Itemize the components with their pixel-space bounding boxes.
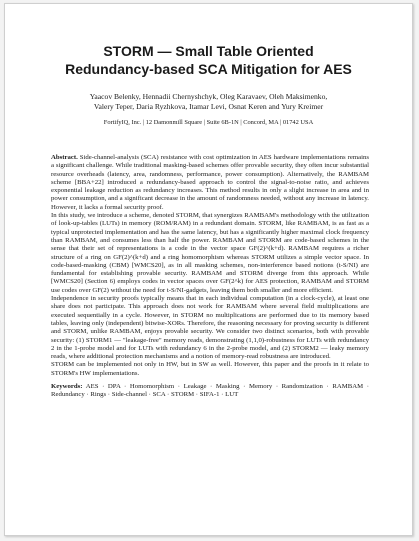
keywords-text: AES · DPA · Homomorphism · Leakage · Masking · Memory · Randomization · RAMBAM · Redundancy · Rings · Side-channel · SCA · STORM · SIFA-1 · LUT	[51, 383, 369, 399]
title-line-2: Redundancy-based SCA Mitigation for AES	[65, 61, 352, 77]
abstract-paragraph-3: Independence in security proofs typically means that in each individual computation (in a clock-cycle), at least one share does not participate. This approach does not work for RAMBAM where several field multiplications are executed sequentially in a cycle. However, in STORM no multiplications are performed due to its memory based tables, leaving only (independent) bitwise-XORs. Therefore, the reasoning necessary for proving security is different and STORM, unlike RAMBAM, enjoys provable security. We consider two distinct scenarios, both with provable security: (1) STORM1 — "leakage-free" memory reads, demonstrating (1,1,0)-robustness for LUTs with redundancy 2 in the 1-probe model and for LUTs with redundancy 6 in the 2-probe model, and (2) STORM2 — leaky memory reads, where additional protection mechanisms and a notion of memory-read robustness are introduced.	[51, 295, 369, 361]
keywords	[51, 383, 369, 400]
abstract-block	[51, 154, 369, 400]
abstract-label: Abstract.	[51, 154, 78, 161]
paper-title	[25, 42, 392, 78]
abstract-paragraph-1	[51, 154, 369, 212]
abstract-paragraph-4: STORM can be implemented not only in HW, but in SW as well. However, this paper and the proofs in it relate to STORM's HW implementations.	[51, 361, 369, 377]
authors-line-2: Valery Teper, Daria Ryzhkova, Itamar Levi, Osnat Keren and Yury Kreimer	[93, 102, 324, 111]
affiliation: FortifyIQ, Inc. | 12 Damonmill Square | Suite 6B-1N | Concord, MA | 01742 USA	[103, 119, 314, 126]
paper-page	[4, 3, 413, 536]
author-list	[63, 92, 354, 112]
abstract-paragraph-2: In this study, we introduce a scheme, denoted STORM, that synergizes RAMBAM's methodology with the utilization of look-up-tables (LUTs) in memory (ROM/RAM) in a redundant domain. STORM, like RAMBAM, is as fast as a typical unprotected implementation and has the same latency, but has a significantly higher maximal clock frequency than RAMBAM, and consumes less than half the power. RAMBAM and STORM are code-based schemes in the sense that their set of representations is a code in the vector space GF(2)^(k+d). RAMBAM requires a richer structure of a ring on GF(2)^(k+d) and a ring homomorphism whereas STORM utilizes a simple vector space. In code-based-masking (CBM) [WMCS20], as in all masking schemes, non-interference based notions (t-S/NI) are fundamental for establishing provable security. RAMBAM and STORM diverge from this approach. While [WMCS20] (Section 6) employs codes in vector spaces over GF(2^k) for AES protection, RAMBAM and STORM use codes over GF(2) without the need for t-S/NI-gadgets, leaving them both smaller and more efficient.	[51, 212, 369, 294]
abstract-text-1: Side-channel-analysis (SCA) resistance with cost optimization in AES hardware implementations remains a significant challenge. While traditional masking-based schemes offer provable security, they often incur substantial resource overheads (latency, area, randomness, performance, power consumption). Alternatively, the RAMBAM scheme [BBA+22] introduced a redundancy-based approach to control the signal-to-noise ratio, and achieves exponential leakage reduction as redundancy increases. This method results in only a slight increase in area and in power consumption, and a significant decrease in the amount of randomness needed, without any increase in latency. However, it lacks a formal security proof.	[51, 154, 369, 211]
title-line-1: STORM — Small Table Oriented	[103, 43, 314, 59]
authors-line-1: Yaacov Belenky, Hennadii Chernyshchyk, Oleg Karavaev, Oleh Maksimenko,	[89, 92, 328, 101]
keywords-label: Keywords:	[51, 383, 83, 391]
